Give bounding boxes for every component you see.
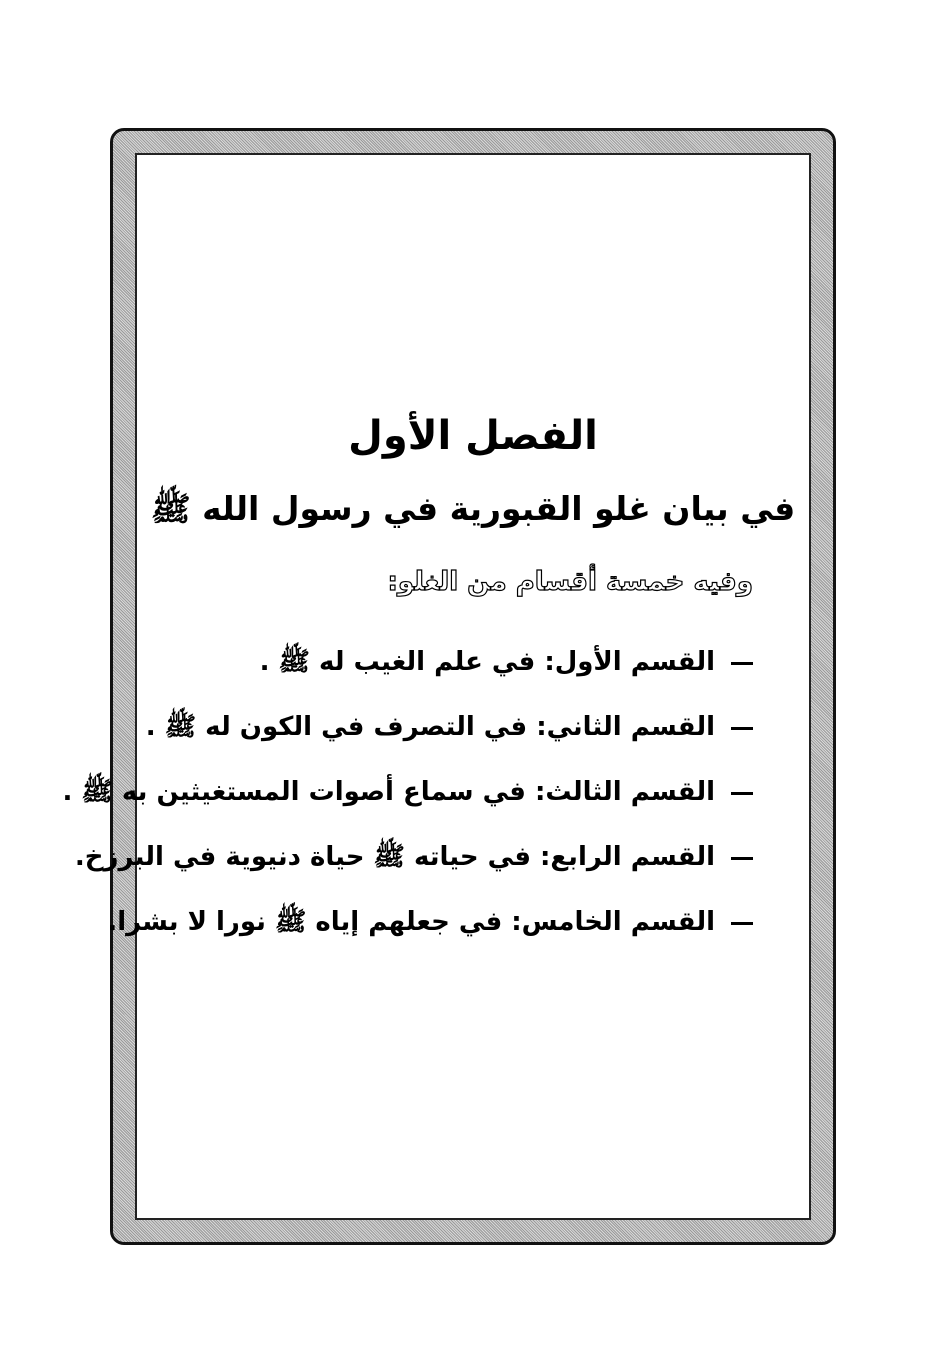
dash-bullet	[731, 857, 753, 860]
page-content	[62, 155, 809, 1218]
list-item	[62, 761, 753, 826]
sections-intro: وفيه خمسة أقسام من الغلو:	[387, 567, 753, 597]
list-item	[145, 696, 753, 761]
chapter-subtitle: في بيان غلو القبورية في رسول الله ﷺ	[150, 489, 796, 528]
dash-bullet	[731, 662, 753, 665]
section-text: القسم الثالث: في سماع أصوات المستغيثين به ﷺ .	[62, 776, 715, 807]
page-border-frame	[62, 128, 836, 1245]
chapter-title: الفصل الأول	[348, 413, 598, 459]
section-text: القسم الرابع: في حياته ﷺ حياة دنيوية في البرزخ.	[74, 841, 715, 872]
list-item	[74, 826, 753, 891]
section-text: القسم الخامس: في جعلهم إياه ﷺ نورا لا بشرا.	[107, 906, 715, 937]
sections-list	[62, 631, 753, 956]
dash-bullet	[731, 922, 753, 925]
section-text: القسم الثاني: في التصرف في الكون له ﷺ .	[145, 711, 715, 742]
dash-bullet	[731, 727, 753, 730]
page-inner-panel	[62, 153, 811, 1220]
list-item	[177, 631, 753, 696]
dash-bullet	[731, 792, 753, 795]
section-text: القسم الأول: في علم الغيب له ﷺ .	[259, 646, 715, 677]
list-item	[107, 891, 753, 956]
